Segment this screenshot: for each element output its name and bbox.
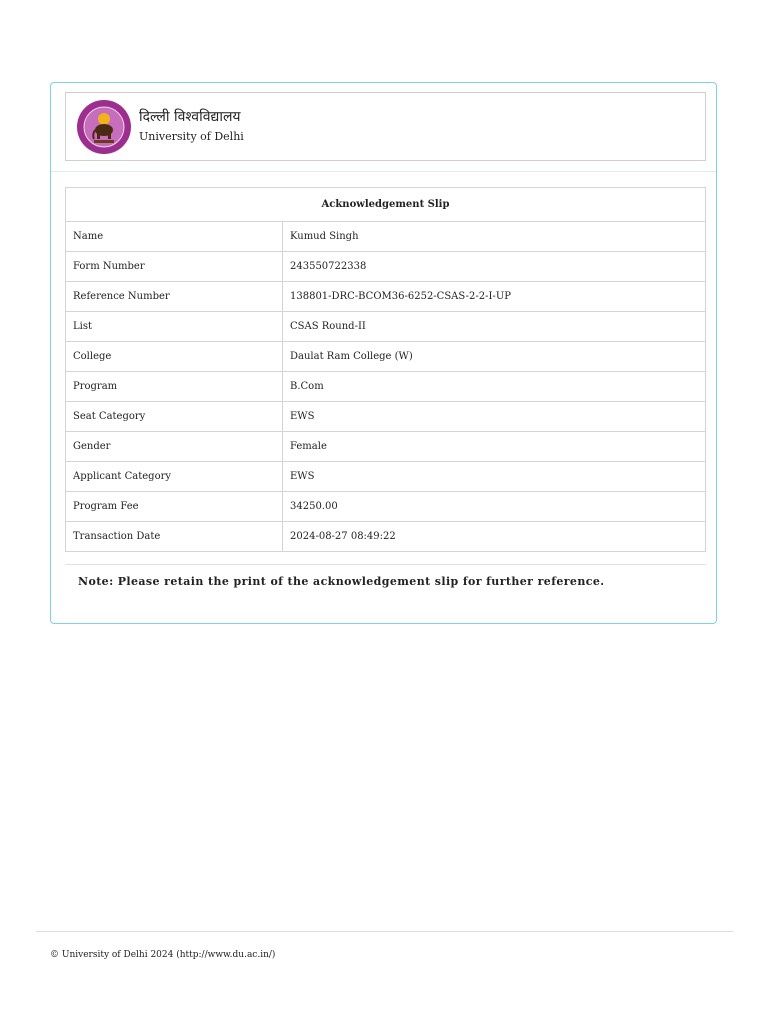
row-value: EWS: [283, 462, 706, 492]
row-label: Applicant Category: [66, 462, 283, 492]
row-label: Program: [66, 372, 283, 402]
row-label: Reference Number: [66, 282, 283, 312]
footer-copyright: © University of Delhi 2024 (http://www.du.ac.in/): [50, 950, 276, 960]
row-value: 34250.00: [283, 492, 706, 522]
acknowledgement-card: [50, 82, 717, 624]
row-value: 138801-DRC-BCOM36-6252-CSAS-2-2-I-UP: [283, 282, 706, 312]
row-label: Program Fee: [66, 492, 283, 522]
row-value: Kumud Singh: [283, 222, 706, 252]
row-label: College: [66, 342, 283, 372]
row-label: Seat Category: [66, 402, 283, 432]
row-label: Transaction Date: [66, 522, 283, 552]
university-logo-icon: [76, 99, 132, 155]
row-label: List: [66, 312, 283, 342]
row-label: Name: [66, 222, 283, 252]
row-label: Form Number: [66, 252, 283, 282]
table-row: [66, 372, 706, 402]
table-row: [66, 252, 706, 282]
table-row: [66, 312, 706, 342]
footer-divider: [36, 931, 733, 932]
note-divider: [65, 564, 706, 565]
university-name-hindi: दिल्ली विश्वविद्यालय: [139, 109, 241, 125]
row-value: Female: [283, 432, 706, 462]
table-row: [66, 432, 706, 462]
row-value: CSAS Round-II: [283, 312, 706, 342]
table-title: Acknowledgement Slip: [66, 188, 706, 222]
row-value: B.Com: [283, 372, 706, 402]
acknowledgement-table: [65, 187, 706, 552]
table-row: [66, 282, 706, 312]
table-row: [66, 522, 706, 552]
row-value: 2024-08-27 08:49:22: [283, 522, 706, 552]
table-row: [66, 402, 706, 432]
row-label: Gender: [66, 432, 283, 462]
table-row: [66, 342, 706, 372]
table-row: [66, 462, 706, 492]
row-value: EWS: [283, 402, 706, 432]
university-name-english: University of Delhi: [139, 130, 244, 143]
table-row: [66, 492, 706, 522]
university-header: [65, 92, 706, 161]
row-value: 243550722338: [283, 252, 706, 282]
table-row: [66, 222, 706, 252]
retention-note: Note: Please retain the print of the acknowledgement slip for further reference.: [78, 575, 605, 588]
header-divider: [51, 171, 716, 172]
row-value: Daulat Ram College (W): [283, 342, 706, 372]
